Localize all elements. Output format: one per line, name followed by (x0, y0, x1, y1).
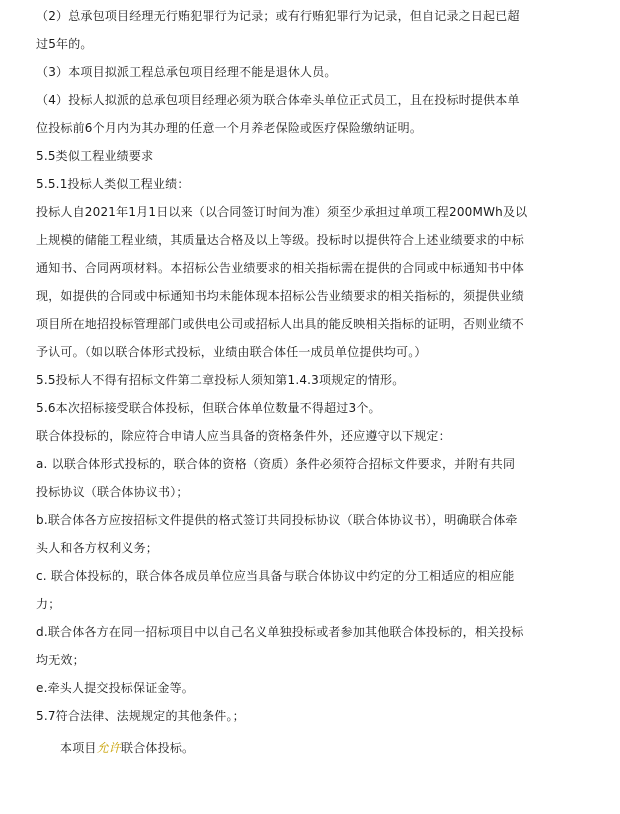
section-heading: 5.7符合法律、法规规定的其他条件。； (36, 709, 245, 723)
line-prefix: 本项目 (60, 741, 97, 755)
text-line: 投标协议（联合体协议书）； (36, 485, 189, 499)
text-line: （4）投标人拟派的总承包项目经理必须为联合体牵头单位正式员工，且在投标时提供本单 (36, 93, 520, 107)
text-line: 均无效； (36, 653, 85, 667)
list-item: e.牵头人提交投标保证金等。 (36, 681, 194, 695)
text-line: 头人和各方权利义务； (36, 541, 159, 555)
text-line: 位投标前6个月内为其办理的任意一个月养老保险或医疗保险缴纳证明。 (36, 121, 423, 135)
text-line: （2）总承包项目经理无行贿犯罪行为记录；或有行贿犯罪行为记录，但自记录之日起已超 (36, 9, 520, 23)
text-line: 通知书、合同两项材料。本招标公告业绩要求的相关指标需在提供的合同或中标通知书中体 (36, 261, 525, 275)
text-line: 5.6本次招标接受联合体投标，但联合体单位数量不得超过3个。 (36, 401, 381, 415)
text-line: 过5年的。 (36, 37, 93, 51)
list-item: a. 以联合体形式投标的，联合体的资格（资质）条件必须符合招标文件要求，并附有共同 (36, 457, 516, 471)
section-heading: 5.5.1投标人类似工程业绩： (36, 177, 190, 191)
allow-consortium-line (60, 740, 194, 756)
text-line: 予认可。（如以联合体形式投标，业绩由联合体任一成员单位提供均可。） (36, 345, 427, 359)
text-line: 力； (36, 597, 61, 611)
text-line: （3）本项目拟派工程总承包项目经理不能是退休人员。 (36, 65, 337, 79)
text-line: 上规模的储能工程业绩，其质量达合格及以上等级。投标时以提供符合上述业绩要求的中标 (36, 233, 525, 247)
highlighted-word: 允许 (96, 741, 122, 755)
list-item: c. 联合体投标的，联合体各成员单位应当具备与联合体协议中约定的分工相适应的相应能 (36, 569, 515, 583)
line-suffix: 联合体投标。 (121, 741, 195, 755)
list-item: d.联合体各方在同一招标项目中以自己名义单独投标或者参加其他联合体投标的，相关投标 (36, 625, 524, 639)
text-line: 5.5投标人不得有招标文件第二章投标人须知第1.4.3项规定的情形。 (36, 373, 405, 387)
section-heading: 5.5类似工程业绩要求 (36, 149, 154, 163)
text-line: 联合体投标的，除应符合申请人应当具备的资格条件外，还应遵守以下规定： (36, 429, 451, 443)
text-line: 项目所在地招投标管理部门或供电公司或招标人出具的能反映相关指标的证明，否则业绩不 (36, 317, 525, 331)
text-line: 现，如提供的合同或中标通知书均未能体现本招标公告业绩要求的相关指标的，须提供业绩 (36, 289, 525, 303)
text-line: 投标人自2021年1月1日以来（以合同签订时间为准）须至少承担过单项工程200MWh及以 (36, 205, 528, 219)
list-item: b.联合体各方应按招标文件提供的格式签订共同投标协议（联合体协议书），明确联合体牵 (36, 513, 518, 527)
